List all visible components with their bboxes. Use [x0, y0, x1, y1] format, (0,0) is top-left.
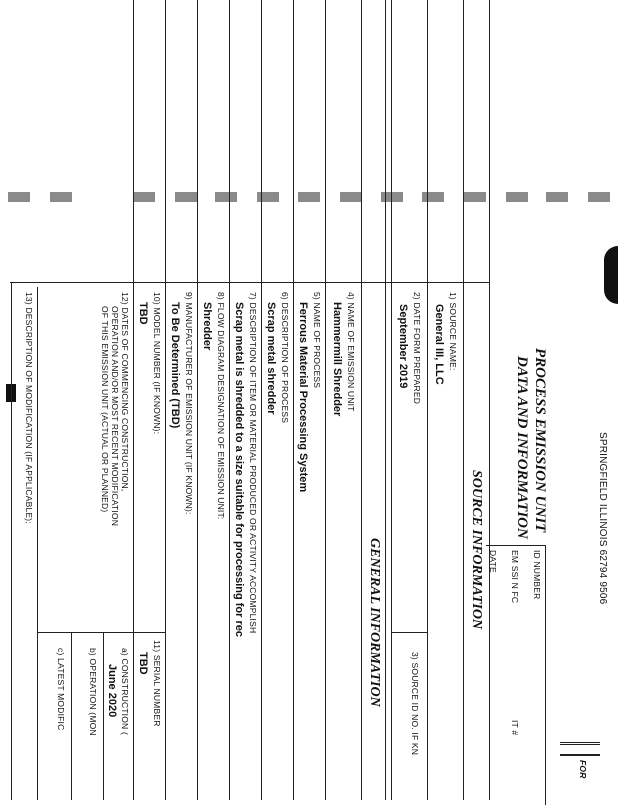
modification-description-label: 13) DESCRIPTION OF MODIFICATION (IF APPLICABLE):: [24, 292, 34, 524]
latest-modification-label: c) LATEST MODIFIC: [56, 648, 66, 731]
for-label: FOR: [578, 760, 588, 779]
serial-number-value: TBD: [137, 652, 149, 675]
date-prepared-value: September 2019: [397, 304, 409, 389]
source-name-label: 1) SOURCE NAME:: [448, 292, 458, 371]
double-rule: [560, 742, 600, 756]
source-name-value: General III, LLC: [433, 304, 445, 385]
flow-diagram-label: 8) FLOW DIAGRAM DESIGNATION OF EMISSION UNIT:: [216, 292, 226, 520]
em-unit-label: EM SSI N FC: [510, 550, 520, 604]
model-number-value: TBD: [137, 302, 149, 325]
form-left-border: [10, 282, 490, 283]
source-information-heading: SOURCE INFORMATION: [469, 470, 484, 630]
emission-unit-name-label: 4) NAME OF EMISSION UNIT: [346, 292, 356, 412]
flow-diagram-value: Shredder: [201, 302, 213, 351]
source-id-label: 3) SOURCE ID NO. IF KN: [410, 652, 420, 756]
model-number-label: 10) MODEL NUMBER (IF KNOWN):: [152, 292, 162, 435]
form-subtitle: DATA AND INFORMATION: [514, 356, 530, 539]
dates-label-line2: OPERATION AND/OR MOST RECENT MODIFICATION: [110, 306, 120, 527]
agency-address: SPRINGFIELD ILLINOIS 62794 9506: [597, 432, 608, 605]
emission-unit-name-value: Hammermill Shredder: [331, 302, 343, 417]
item-produced-label: 7) DESCRIPTION OF ITEM OR MATERIAL PRODUCED OR ACTIVITY ACCOMPLISH: [248, 292, 258, 634]
process-name-value: Ferrous Material Processing System: [297, 302, 309, 493]
date-prepared-label: 2) DATE FORM PREPARED: [412, 292, 422, 405]
operation-date-label: b) OPERATION (MON: [88, 648, 98, 736]
construction-date-value: June 2020: [106, 664, 118, 718]
form-bottom-border: [11, 282, 12, 800]
form-title: PROCESS EMISSION UNIT: [532, 348, 548, 533]
id-number-label: ID NUMBER: [532, 550, 542, 600]
construction-date-label: a) CONSTRUCTION (: [120, 648, 130, 735]
manufacturer-label: 9) MANUFACTURER OF EMISSION UNIT (IF KNOWN):: [184, 292, 194, 515]
dates-label-line3: OF THIS EMISSION UNIT (ACTUAL OR PLANNED): [100, 306, 110, 513]
process-description-label: 6) DESCRIPTION OF PROCESS: [280, 292, 290, 424]
dates-label-line1: 12) DATES OF COMMENCING CONSTRUCTION,: [120, 292, 130, 492]
general-information-heading: GENERAL INFORMATION: [367, 538, 382, 707]
process-description-value: Scrap metal shredder: [265, 302, 277, 415]
date-label: DATE: [488, 550, 498, 573]
serial-number-label: 11) SERIAL NUMBER: [152, 640, 162, 727]
it-number-label: IT #: [510, 720, 520, 736]
manufacturer-value: To Be Determined (TBD): [169, 302, 181, 429]
process-name-label: 5) NAME OF PROCESS: [312, 292, 322, 389]
item-produced-value: Scrap metal is shredded to a size suitable for processing for rec: [233, 302, 245, 637]
